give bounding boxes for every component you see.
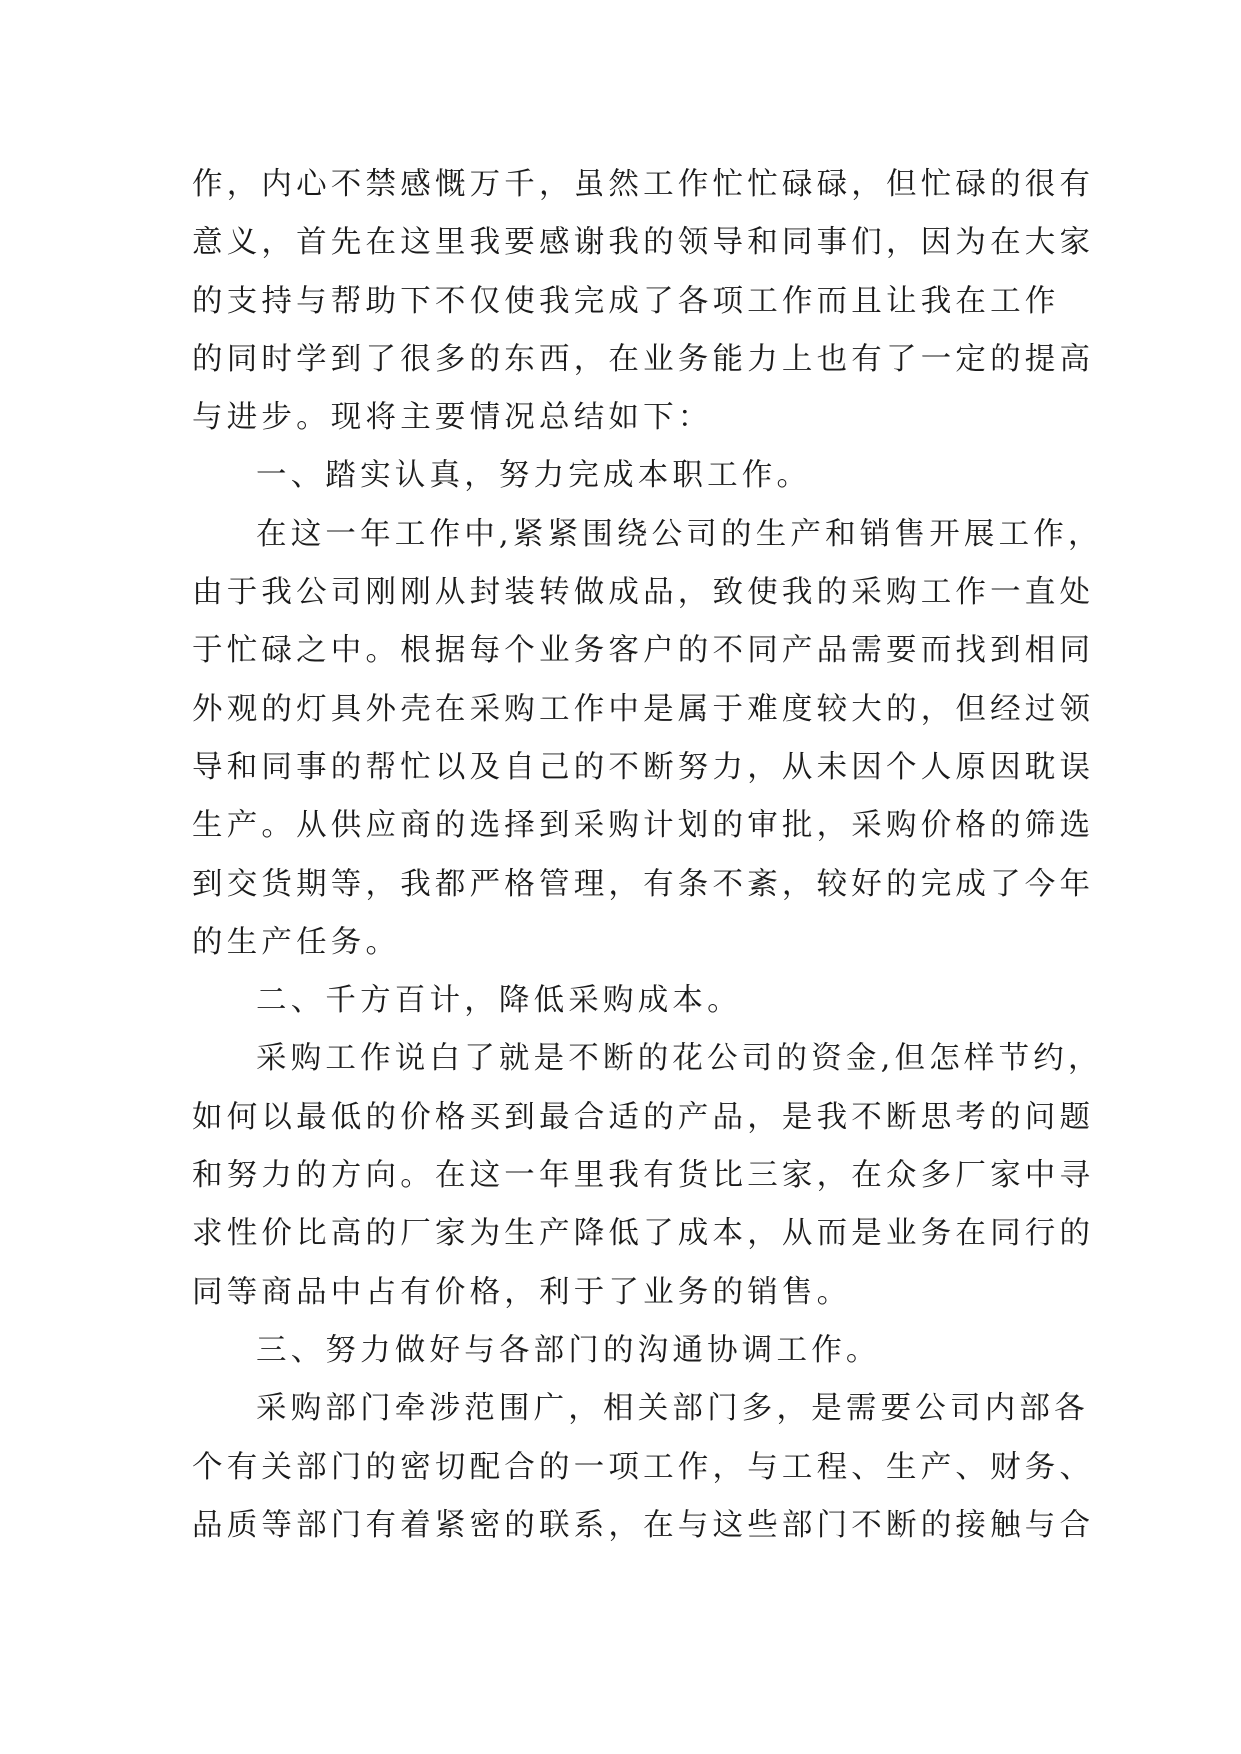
text-line: 的支持与帮助下不仅使我完成了各项工作而且让我在工作 [192,283,1060,319]
text-line: 由于我公司刚刚从封装转做成品，致使我的采购工作一直处 [192,575,1095,611]
text-line: 的同时学到了很多的东西，在业务能力上也有了一定的提高 [192,341,1095,377]
text-line: 求性价比高的厂家为生产降低了成本，从而是业务在同行的 [192,1216,1095,1252]
body-text [192,156,1103,1555]
text-line: 的生产任务。 [192,924,401,960]
text-line: 品质等部门有着紧密的联系，在与这些部门不断的接触与合 [192,1507,1095,1543]
text-line: 于忙碌之中。根据每个业务客户的不同产品需要而找到相同 [192,633,1095,669]
text-line: 导和同事的帮忙以及自己的不断努力，从未因个人原因耽误 [192,749,1095,785]
text-line: 在这一年工作中,紧紧围绕公司的生产和销售开展工作， [256,516,1103,552]
text-line: 采购部门牵涉范围广，相关部门多，是需要公司内部各 [256,1391,1089,1427]
text-line: 外观的灯具外壳在采购工作中是属于难度较大的，但经过领 [192,691,1095,727]
text-line: 如何以最低的价格买到最合适的产品，是我不断思考的问题 [192,1099,1095,1135]
text-line: 个有关部门的密切配合的一项工作，与工程、生产、财务、 [192,1449,1095,1485]
text-line: 二、千方百计，降低采购成本。 [256,983,742,1019]
text-line: 采购工作说白了就是不断的花公司的资金,但怎样节约， [256,1041,1103,1077]
text-line: 同等商品中占有价格，利于了业务的销售。 [192,1274,852,1310]
text-line: 和努力的方向。在这一年里我有货比三家，在众多厂家中寻 [192,1158,1095,1194]
text-line: 生产。从供应商的选择到采购计划的审批，采购价格的筛选 [192,808,1095,844]
text-line: 作，内心不禁感慨万千，虽然工作忙忙碌碌，但忙碌的很有 [192,167,1095,202]
text-line: 到交货期等，我都严格管理，有条不紊，较好的完成了今年 [192,866,1095,902]
text-line: 三、努力做好与各部门的沟通协调工作。 [256,1332,881,1368]
text-line: 与进步。现将主要情况总结如下： [192,400,713,436]
text-line: 一、踏实认真，努力完成本职工作。 [256,458,812,494]
text-line: 意义，首先在这里我要感谢我的领导和同事们，因为在大家 [192,225,1095,261]
